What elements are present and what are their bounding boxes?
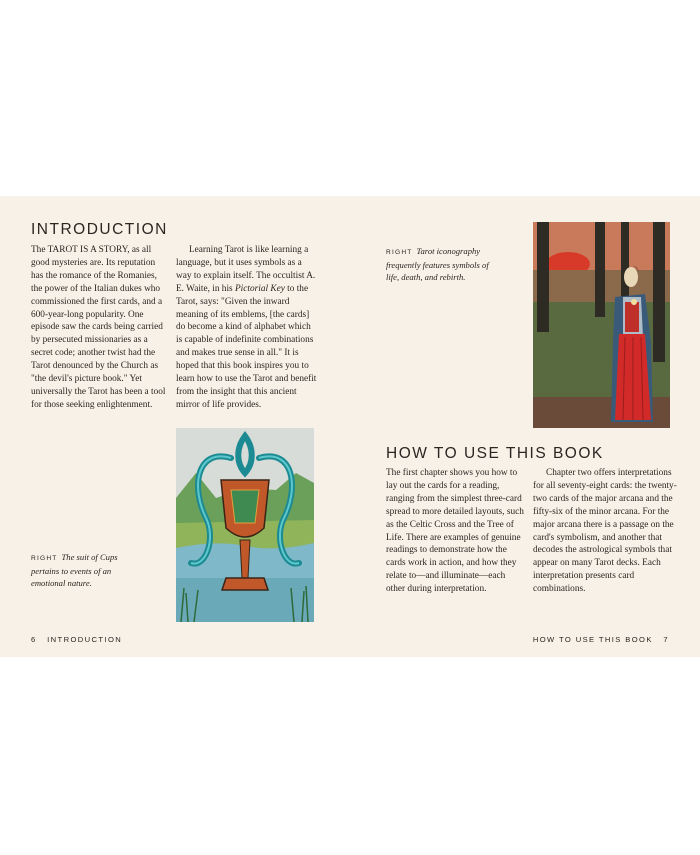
how-to-use-paragraph-1: The first chapter shows you how to lay out the cards for a reading, ranging from the simplest three-card spread to more detailed layouts, such as the Celtic Cross and the Tree of Life. There are examples of genuine readings to demonstrate how the cards work in action, and how they relate to—and illuminate—each other during interpretation. xyxy=(386,468,524,595)
how-to-use-heading: HOW TO USE THIS BOOK xyxy=(386,445,604,462)
cup-art-icon xyxy=(176,428,314,622)
introduction-heading: INTRODUCTION xyxy=(31,221,168,238)
pictorial-key-title: Pictorial Key xyxy=(235,283,285,294)
caption-tag: RIGHT xyxy=(386,249,413,256)
left-folio xyxy=(31,635,122,644)
how-to-use-paragraph-2: Chapter two offers interpretations for all seventy-eight cards: the twenty-two cards of the major arcana and the fifty-six of the minor arcana. For the major arcana there is a passage on the card's symbolism, and another that decodes the astrological symbols that appear on many Tarot decks. Each interpretation presents card combinations. xyxy=(533,468,677,595)
intro-paragraph-2-text-a: Learning Tarot is like learning a language, but it uses symbols as a way to explain itself. The occultist A. E. Waite, in his xyxy=(176,245,316,294)
forest-art-icon xyxy=(533,222,670,428)
intro-paragraph-2 xyxy=(176,244,318,412)
intro-paragraph-1: The TAROT IS A STORY, as all good mysteries are. Its reputation has the romance of the Romanies, the power of the Italian dukes who commissioned the first cards, and a 600-year-long popularity. One episode saw the cards being carried by persecuted missionaries as a secret code; another twist had the Tarot denounced by the Church as "the devil's picture book." Yet universally the Tarot has been a tool for those seeking enlightenment. xyxy=(31,245,166,410)
cups-card-illustration xyxy=(176,428,314,622)
woman-in-forest-illustration xyxy=(533,222,670,428)
running-head-left: INTRODUCTION xyxy=(47,635,123,644)
caption-tag: RIGHT xyxy=(31,555,58,562)
caption-text: Tarot iconography frequently features symbols of life, death, and rebirth. xyxy=(386,246,489,283)
caption-text: The suit of Cups pertains to events of an emotional nature. xyxy=(31,552,118,589)
running-head-right: HOW TO USE THIS BOOK xyxy=(532,635,653,644)
page-number-left: 6 xyxy=(31,635,37,644)
page-number-right: 7 xyxy=(663,635,669,644)
intro-paragraph-2-text-b: to the Tarot, says: "Given the inward meaning of its emblems, [the cards] do become a kind of alphabet which is capable of indefinite combinations and makes true sense in all." It is hoped that this book inspires you to learn how to use the Tarot and benefit from the insight that this ancient mirror of life provides. xyxy=(176,283,317,410)
iconography-caption xyxy=(386,245,496,284)
right-folio xyxy=(533,635,669,644)
cups-caption xyxy=(31,551,126,590)
